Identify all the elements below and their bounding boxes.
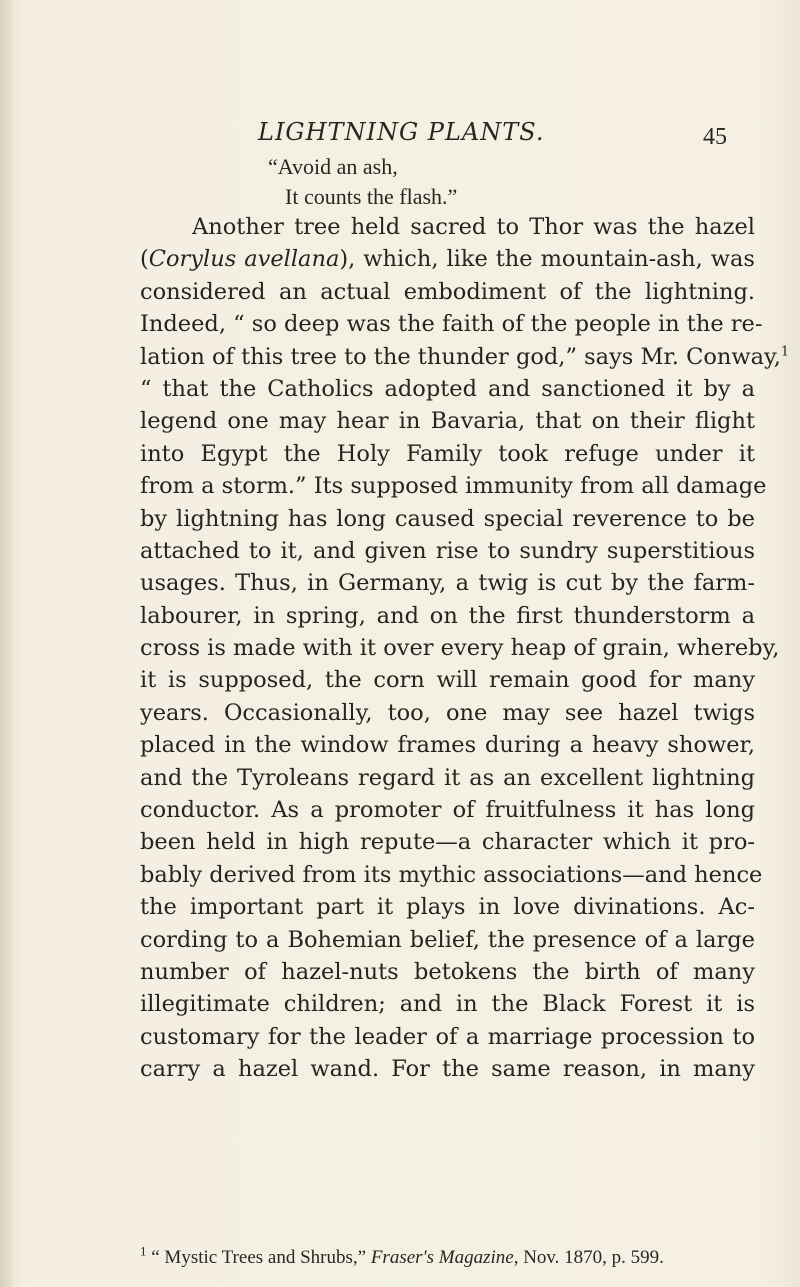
text-line bbox=[140, 243, 755, 275]
text-line: attached to it, and given rise to sundry superstitious bbox=[140, 537, 755, 564]
species-name: Corylus avellana bbox=[148, 246, 340, 273]
text-line: years. Occasionally, too, one may see hazel twigs bbox=[140, 699, 755, 726]
text-line: customary for the leader of a marriage procession to bbox=[140, 1023, 755, 1050]
page-gutter-edge bbox=[0, 0, 12, 1287]
text-line: number of hazel-nuts betokens the birth of many bbox=[140, 958, 755, 985]
footnote bbox=[140, 1243, 755, 1269]
text-line: carry a hazel wand. For the same reason, in many bbox=[140, 1056, 755, 1083]
text-line: cording to a Bohemian belief, the presence of a large bbox=[140, 926, 755, 953]
text-line: usages. Thus, in Germany, a twig is cut by the farm- bbox=[140, 570, 755, 597]
text-line: Indeed, “ so deep was the faith of the people in the re- bbox=[140, 311, 763, 338]
text-line: labourer, in spring, and on the first thunderstorm a bbox=[140, 602, 755, 629]
text-fragment: ( bbox=[140, 246, 149, 273]
text-line: Another tree held sacred to Thor was the hazel bbox=[192, 214, 755, 240]
footnote-journal: Fraser's Magazine bbox=[370, 1247, 514, 1268]
text-line: from a storm.” Its supposed immunity from all damage bbox=[140, 473, 767, 500]
text-line: conductor. As a promoter of fruitfulness it has long bbox=[140, 797, 755, 824]
page-number: 45 bbox=[703, 124, 727, 150]
text-line: placed in the window frames during a heavy shower, bbox=[140, 732, 755, 759]
body-paragraph bbox=[140, 211, 790, 1086]
epigraph-line-2: It counts the flash.” bbox=[285, 184, 458, 209]
footnote-reference: 1 bbox=[780, 344, 790, 360]
footnote-citation: , Nov. 1870, p. 599. bbox=[513, 1247, 664, 1268]
text-line: it is supposed, the corn will remain good for many bbox=[140, 667, 755, 694]
text-line: legend one may hear in Bavaria, that on their flight bbox=[140, 408, 755, 435]
footnote-text: “ Mystic Trees and Shrubs,” bbox=[146, 1247, 371, 1268]
text-line: into Egypt the Holy Family took refuge under it bbox=[140, 440, 755, 467]
footnote-marker: 1 bbox=[140, 1243, 147, 1259]
text-line bbox=[140, 341, 790, 373]
text-line: illegitimate children; and in the Black Forest it is bbox=[140, 991, 755, 1018]
text-fragment: lation of this tree to the thunder god,” says Mr. Conway, bbox=[140, 343, 781, 370]
text-line: “ that the Catholics adopted and sanctioned it by a bbox=[140, 375, 755, 402]
text-line: by lightning has long caused special reverence to be bbox=[140, 505, 755, 532]
text-line: considered an actual embodiment of the lightning. bbox=[140, 278, 755, 305]
text-line: cross is made with it over every heap of grain, whereby, bbox=[140, 635, 780, 662]
epigraph-line-1: “Avoid an ash, bbox=[268, 154, 398, 179]
text-line: the important part it plays in love divinations. Ac- bbox=[140, 894, 755, 921]
running-head-title: LIGHTNING PLANTS. bbox=[258, 118, 545, 146]
text-line: and the Tyroleans regard it as an excellent lightning bbox=[140, 764, 755, 791]
text-line: bably derived from its mythic associations—and hence bbox=[140, 861, 763, 888]
text-line: been held in high repute—a character which it pro- bbox=[140, 829, 755, 856]
text-fragment: ), which, like the mountain-ash, was bbox=[339, 246, 755, 273]
